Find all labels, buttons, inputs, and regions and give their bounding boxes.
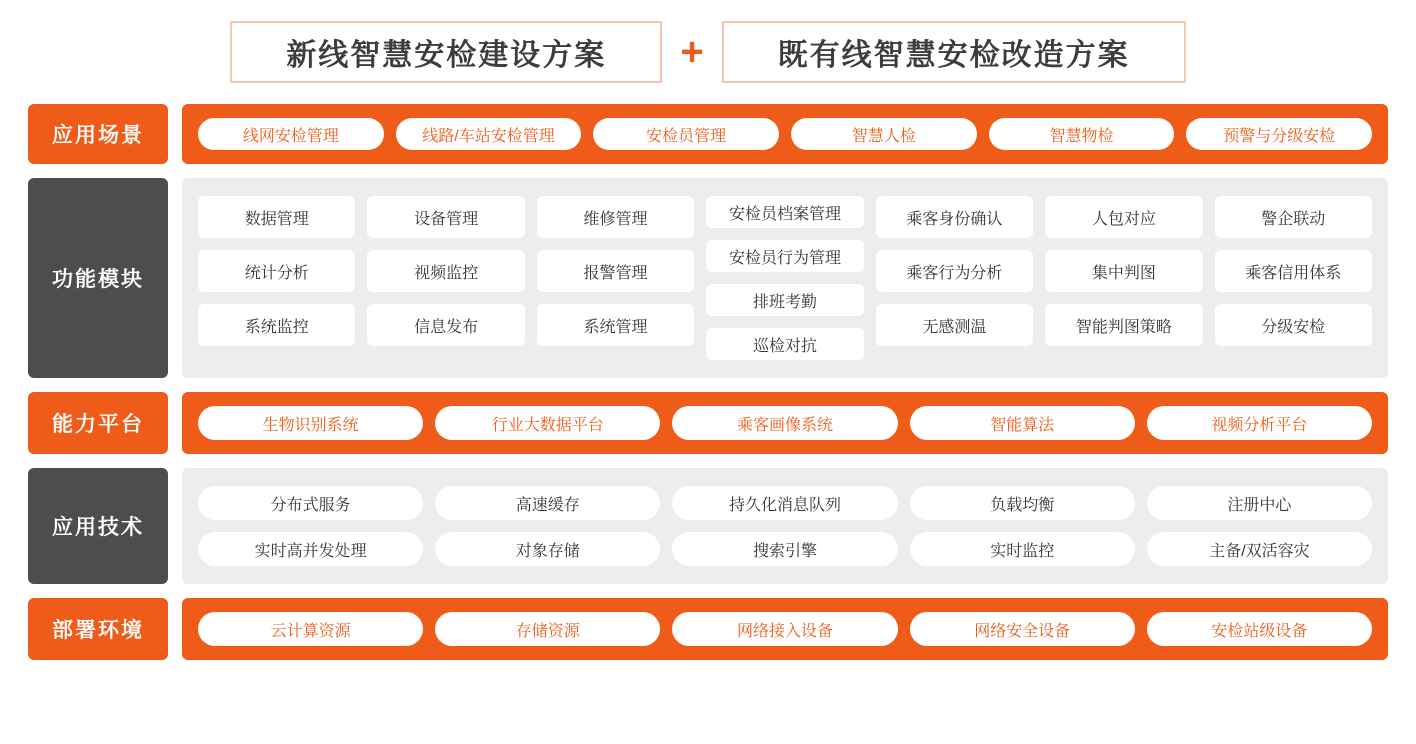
chip-deployment[interactable]: 云计算资源 [198,612,423,646]
row-body-modules [182,178,1388,378]
row-technology [28,468,1388,584]
module-column [706,196,863,360]
technology-item[interactable]: 实时高并发处理 [198,532,423,566]
module-grid [182,178,1388,378]
row-body-technology [182,468,1388,584]
module-column [198,196,355,360]
row-platform [28,392,1388,454]
module-item[interactable]: 智能判图策略 [1045,304,1202,346]
module-item[interactable]: 系统监控 [198,304,355,346]
module-item[interactable]: 维修管理 [537,196,694,238]
row-body-scenarios [182,104,1388,164]
module-item[interactable]: 安检员行为管理 [706,240,863,272]
chip-scenario[interactable]: 安检员管理 [593,118,779,150]
module-item[interactable]: 设备管理 [367,196,524,238]
module-item[interactable]: 统计分析 [198,250,355,292]
chip-scenario[interactable]: 智慧人检 [791,118,977,150]
row-deployment [28,598,1388,660]
row-body-deployment [182,598,1388,660]
technology-column [910,486,1135,566]
module-item[interactable]: 乘客身份确认 [876,196,1033,238]
banner-existing-line [722,21,1186,83]
module-item[interactable]: 排班考勤 [706,284,863,316]
module-item[interactable]: 乘客信用体系 [1215,250,1372,292]
technology-item[interactable]: 高速缓存 [435,486,660,520]
row-label-technology: 应用技术 [28,468,168,584]
module-item[interactable]: 乘客行为分析 [876,250,1033,292]
module-column [876,196,1033,360]
module-item[interactable]: 警企联动 [1215,196,1372,238]
module-column [367,196,524,360]
technology-column [1147,486,1372,566]
banner-new-line-text: 新线智慧安检建设方案 [286,39,607,72]
header [0,0,1416,104]
chip-deployment[interactable]: 安检站级设备 [1147,612,1372,646]
technology-item[interactable]: 实时监控 [910,532,1135,566]
chip-scenario[interactable]: 预警与分级安检 [1186,118,1372,150]
module-item[interactable]: 无感测温 [876,304,1033,346]
module-item[interactable]: 人包对应 [1045,196,1202,238]
banner-new-line [230,21,662,83]
technology-column [198,486,423,566]
module-item[interactable]: 分级安检 [1215,304,1372,346]
chip-strip-scenarios [182,104,1388,164]
row-scenarios [28,104,1388,164]
chip-platform[interactable]: 视频分析平台 [1147,406,1372,440]
module-item[interactable]: 视频监控 [367,250,524,292]
technology-item[interactable]: 注册中心 [1147,486,1372,520]
module-column [537,196,694,360]
module-item[interactable]: 数据管理 [198,196,355,238]
banner-existing-line-text: 既有线智慧安检改造方案 [777,39,1130,72]
row-label-modules: 功能模块 [28,178,168,378]
chip-scenario[interactable]: 线路/车站安检管理 [396,118,582,150]
chip-platform[interactable]: 乘客画像系统 [672,406,897,440]
chip-platform[interactable]: 生物识别系统 [198,406,423,440]
module-column [1045,196,1202,360]
technology-grid [182,468,1388,584]
technology-item[interactable]: 对象存储 [435,532,660,566]
chip-deployment[interactable]: 网络安全设备 [910,612,1135,646]
module-item[interactable]: 报警管理 [537,250,694,292]
technology-item[interactable]: 搜索引擎 [672,532,897,566]
chip-deployment[interactable]: 存储资源 [435,612,660,646]
technology-item[interactable]: 持久化消息队列 [672,486,897,520]
chip-platform[interactable]: 智能算法 [910,406,1135,440]
chip-strip-platform [182,392,1388,454]
module-item[interactable]: 安检员档案管理 [706,196,863,228]
chip-deployment[interactable]: 网络接入设备 [672,612,897,646]
technology-column [672,486,897,566]
technology-item[interactable]: 分布式服务 [198,486,423,520]
row-label-scenarios: 应用场景 [28,104,168,164]
module-item[interactable]: 信息发布 [367,304,524,346]
chip-platform[interactable]: 行业大数据平台 [435,406,660,440]
module-column [1215,196,1372,360]
technology-item[interactable]: 主备/双活容灾 [1147,532,1372,566]
row-label-platform: 能力平台 [28,392,168,454]
module-item[interactable]: 集中判图 [1045,250,1202,292]
chip-strip-deployment [182,598,1388,660]
row-body-platform [182,392,1388,454]
module-item[interactable]: 巡检对抗 [706,328,863,360]
row-modules [28,178,1388,378]
row-label-deployment: 部署环境 [28,598,168,660]
rows-container [0,104,1416,660]
chip-scenario[interactable]: 线网安检管理 [198,118,384,150]
module-item[interactable]: 系统管理 [537,304,694,346]
plus-icon: + [680,30,704,74]
chip-scenario[interactable]: 智慧物检 [989,118,1175,150]
technology-item[interactable]: 负载均衡 [910,486,1135,520]
technology-column [435,486,660,566]
